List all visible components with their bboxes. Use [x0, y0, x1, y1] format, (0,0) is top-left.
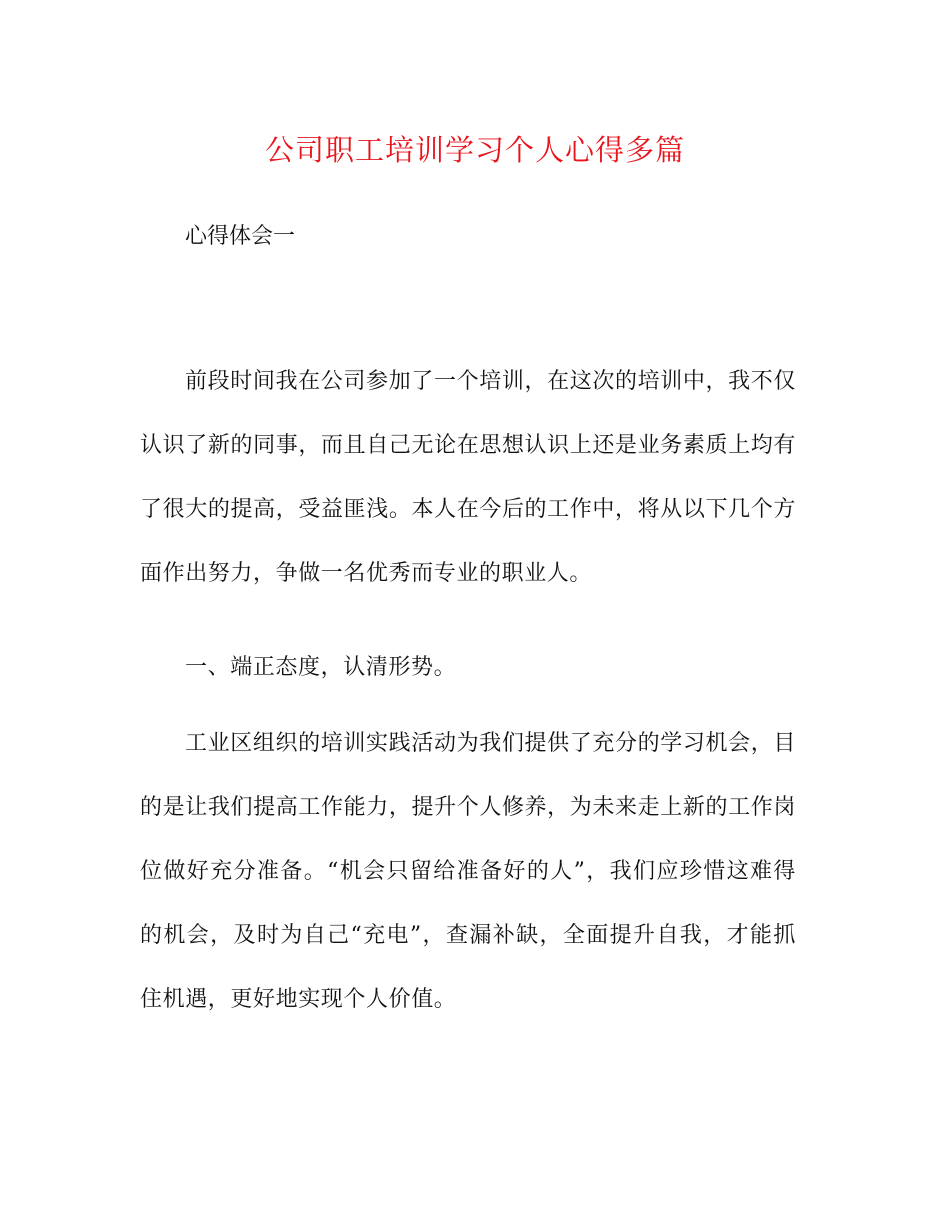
- paragraph-intro: 前段时间我在公司参加了一个培训，在这次的培训中，我不仅认识了新的同事，而且自己无论在思想认识上还是业务素质上均有了很大的提高，受益匪浅。本人在今后的工作中，将从以下几个方面作出努力，争做一名优秀而专业的职业人。: [140, 369, 796, 586]
- paragraph-point-one-body: 工业区组织的培训实践活动为我们提供了充分的学习机会，目的是让我们提高工作能力，提升个人修养，为未来走上新的工作岗位做好充分准备。“机会只留给准备好的人”，我们应珍惜这难得的机会，及时为自己“充电”，查漏补缺，全面提升自我，才能抓住机遇，更好地实现个人价值。: [140, 731, 796, 1012]
- paragraph-point-one-heading: 一、端正态度，认清形势。: [185, 655, 457, 680]
- section-heading: 心得体会一: [185, 224, 296, 249]
- document-title: 公司职工培训学习个人心得多篇: [264, 133, 685, 167]
